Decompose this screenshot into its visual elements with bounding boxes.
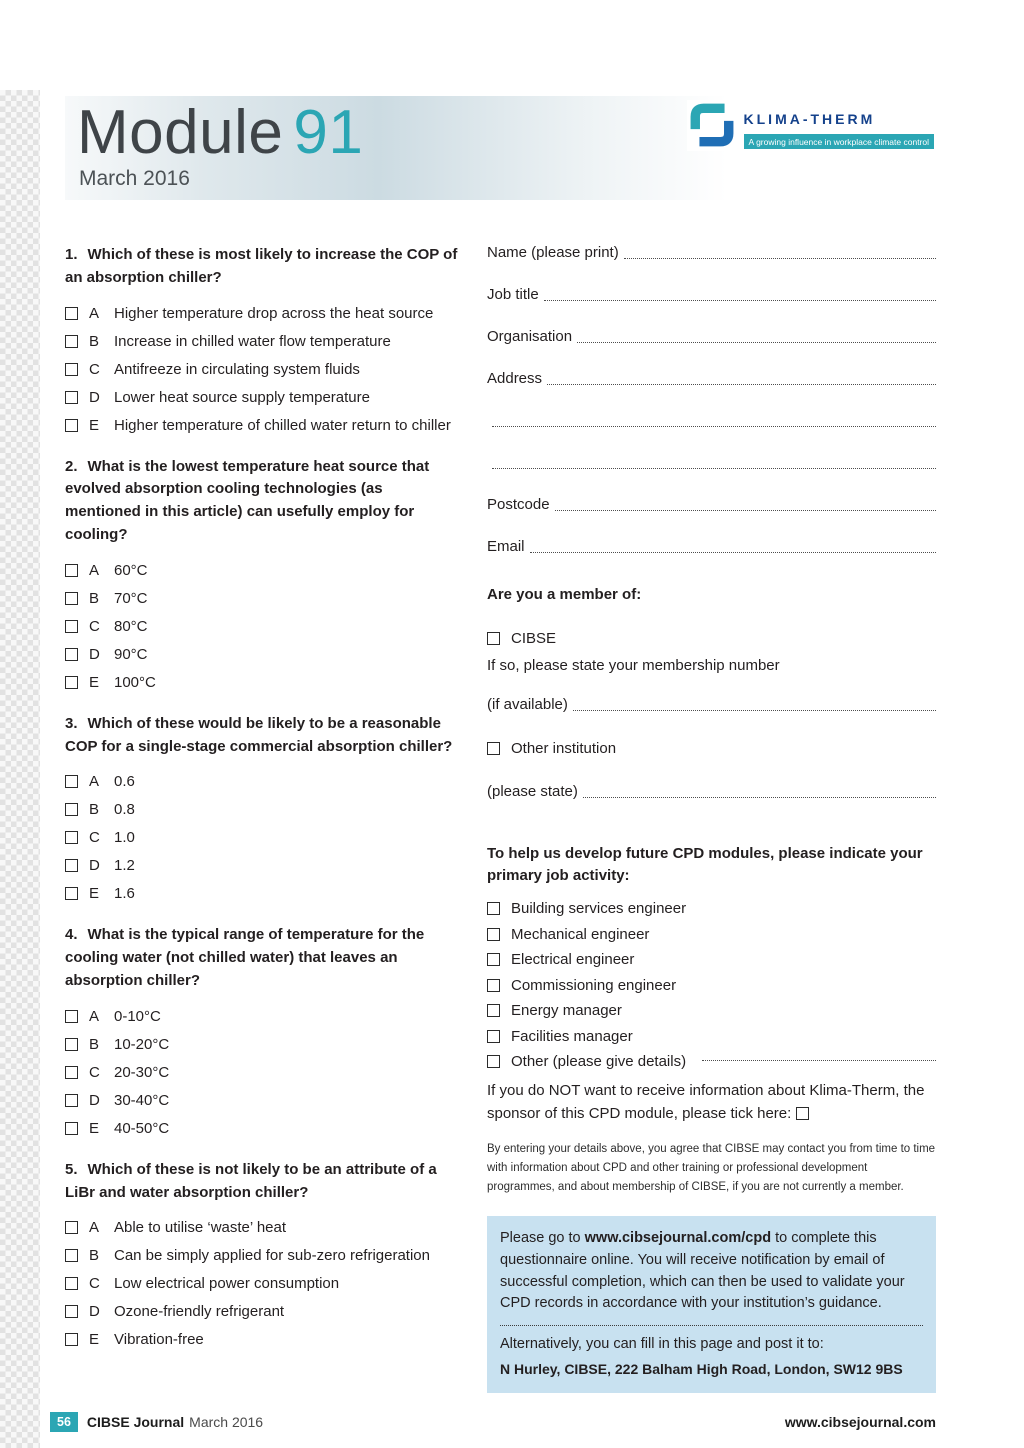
cibse-member-option [487,630,936,647]
option-letter: D [89,388,100,406]
activity-label: Energy manager [511,1002,622,1020]
page-number-badge: 56 [50,1412,78,1432]
option-text: 1.6 [114,885,135,903]
option-text: Antifreeze in circulating system fluids [114,360,360,378]
answer-checkbox[interactable] [65,1122,78,1135]
activity-label: Mechanical engineer [511,925,650,943]
activity-option [487,1002,936,1019]
option-text: 70°C [114,589,148,607]
option-letter: B [89,332,100,350]
activity-option [487,1028,936,1045]
option-text: Able to utilise ‘waste’ heat [114,1219,287,1237]
other-institution-option [487,740,936,757]
question-body: What is the typical range of temperature for the cooling water (not chilled water) that leaves an absorption chiller? [65,926,425,989]
module-date: March 2016 [79,167,190,190]
option-text: Ozone-friendly refrigerant [114,1303,285,1321]
activity-checkbox[interactable] [487,979,500,992]
option-letter: B [89,801,100,819]
other-activity-write-line[interactable] [702,1060,936,1061]
answer-option [65,1036,461,1053]
activity-label: Building services engineer [511,900,687,918]
dotted-divider [500,1325,923,1326]
activity-checkbox[interactable] [487,1055,500,1068]
option-letter: B [89,1247,100,1265]
module-number: 91 [293,98,364,167]
job-title-write-line[interactable] [544,300,936,301]
option-letter: A [89,773,100,791]
option-text: 1.0 [114,829,135,847]
answer-option [65,333,461,350]
answer-checkbox[interactable] [65,307,78,320]
answer-option [65,590,461,607]
option-text: Low electrical power consumption [114,1275,340,1293]
option-text: 0.6 [114,773,135,791]
brand-name: KLIMA-THERM [743,111,876,127]
option-text: 100°C [114,673,156,691]
answer-option [65,417,461,434]
option-letter: E [89,1119,100,1137]
answer-option [65,562,461,579]
page-content [65,96,936,1393]
option-letter: D [89,1091,100,1109]
postal-alternative-text: Alternatively, you can fill in this page and post it to: [500,1336,824,1353]
answer-option [65,1303,461,1320]
answer-option [65,1008,461,1025]
answer-checkbox[interactable] [65,1010,78,1023]
option-letter: C [89,617,100,635]
option-letter: E [89,885,100,903]
answer-checkbox[interactable] [65,831,78,844]
job-title-label: Job title [487,286,539,303]
option-letter: D [89,1303,100,1321]
option-text: 0.8 [114,801,135,819]
question-text [65,713,461,759]
question-text [65,1159,461,1205]
option-letter: A [89,561,100,579]
question-4 [65,924,461,1136]
question-body: Which of these is most likely to increase the COP of an absorption chiller? [65,246,458,286]
brand-tagline: A growing influence in workplace climate control [744,134,934,149]
option-letter: E [89,1331,100,1349]
name-label: Name (please print) [487,244,619,261]
question-1 [65,244,461,434]
questions-column [65,244,487,1393]
option-letter: D [89,645,100,663]
name-write-line[interactable] [624,258,936,259]
cibse-checkbox[interactable] [487,632,500,645]
question-body: Which of these would be likely to be a reasonable COP for a single-stage commercial absorption chiller? [65,714,453,755]
option-letter: C [89,360,100,378]
option-text: Higher temperature drop across the heat source [114,304,434,322]
journal-name: CIBSE Journal [86,1414,185,1430]
answer-checkbox[interactable] [65,335,78,348]
option-text: Can be simply applied for sub-zero refrigeration [114,1247,430,1265]
option-letter: D [89,857,100,875]
option-text: 20-30°C [114,1063,170,1081]
page-footer [50,1412,936,1432]
activity-option [487,900,936,917]
option-text: 60°C [114,561,148,579]
address-write-line[interactable] [547,384,936,385]
cpd-online-info-box [487,1216,936,1393]
answer-checkbox[interactable] [65,1094,78,1107]
address-write-line-3[interactable] [492,468,936,469]
answer-option [65,801,461,818]
question-number: 4. [65,926,78,944]
other-institution-checkbox[interactable] [487,742,500,755]
activity-option [487,977,936,994]
two-column-layout [65,244,936,1393]
answer-checkbox[interactable] [65,1066,78,1079]
postcode-field [487,496,936,514]
question-body: Which of these is not likely to be an attribute of a LiBr and water absorption chiller? [65,1160,437,1201]
other-institution-label: Other institution [511,739,617,757]
organisation-write-line[interactable] [577,342,936,343]
answer-checkbox[interactable] [65,419,78,432]
answer-checkbox[interactable] [65,1249,78,1262]
activity-checkbox[interactable] [487,953,500,966]
option-letter: E [89,673,100,691]
option-letter: A [89,1007,100,1025]
answer-checkbox[interactable] [65,1333,78,1346]
option-letter: E [89,416,100,434]
answer-option [65,674,461,691]
activity-checkbox[interactable] [487,902,500,915]
postal-address: N Hurley, CIBSE, 222 Balham High Road, London, SW12 9BS [500,1360,903,1377]
postcode-write-line[interactable] [555,510,936,511]
please-state-label: (please state) [487,782,578,800]
question-2 [65,456,461,691]
option-text: Lower heat source supply temperature [114,388,370,406]
option-letter: B [89,1035,100,1053]
option-letter: A [89,1219,100,1237]
answer-option [65,389,461,406]
activity-checkbox[interactable] [487,1004,500,1017]
activity-checkbox[interactable] [487,928,500,941]
answer-checkbox[interactable] [65,648,78,661]
other-institution-write-line[interactable] [583,797,936,798]
question-text [65,244,461,290]
option-letter: A [89,304,100,322]
answer-option [65,305,461,322]
email-write-line[interactable] [530,552,936,553]
question-number: 1. [65,246,78,263]
entry-form-column [487,244,936,1393]
option-text: Increase in chilled water flow temperature [114,332,391,350]
answer-checkbox[interactable] [65,1038,78,1051]
membership-number-write-line[interactable] [573,710,936,711]
option-text: 90°C [114,645,148,663]
member-heading: Are you a member of: [487,586,642,603]
activity-label: Electrical engineer [511,951,635,969]
membership-number-field [487,696,936,714]
address-write-line-2[interactable] [492,426,936,427]
question-number: 2. [65,457,78,475]
address-label: Address [487,370,543,387]
answer-option [65,1247,461,1264]
answer-option [65,1120,461,1137]
question-body: What is the lowest temperature heat source that evolved absorption cooling technologies (as mentioned in this article) can usefully employ for cooling? [65,457,430,543]
cpd-url: www.cibsejournal.com/cpd [584,1230,772,1247]
answer-option [65,829,461,846]
option-text: 0-10°C [114,1007,161,1025]
answer-option [65,1275,461,1292]
module-word: Module [77,98,284,167]
if-available-label: (if available) [487,695,568,713]
activity-checkbox[interactable] [487,1030,500,1043]
answer-checkbox[interactable] [65,1305,78,1318]
klima-therm-logo-icon [689,102,735,148]
name-field [487,244,936,262]
logo-text-block [744,102,934,149]
optout-text: If you do NOT want to receive information about Klima-Therm, the sponsor of this CPD module, please tick here: [487,1081,925,1122]
answer-option [65,885,461,902]
module-header-banner [65,96,936,200]
answer-checkbox[interactable] [65,391,78,404]
answer-option [65,1219,461,1236]
answer-option [65,1331,461,1348]
option-text: 30-40°C [114,1091,170,1109]
question-text [65,924,461,992]
answer-checkbox[interactable] [65,1277,78,1290]
klima-therm-logo [687,100,936,151]
other-institution-field [487,783,936,801]
option-letter: B [89,589,100,607]
job-activity-heading: To help us develop future CPD modules, please indicate your primary job activity: [487,844,923,884]
activity-option [487,951,936,968]
option-letter: C [89,829,100,847]
question-3 [65,713,461,903]
option-text: 10-20°C [114,1035,170,1053]
answer-checkbox[interactable] [65,620,78,633]
go-prefix: Please go to [500,1230,585,1247]
option-letter: C [89,1063,100,1081]
answer-checkbox[interactable] [65,363,78,376]
job-title-field [487,286,936,304]
address-field [487,370,936,388]
question-number: 5. [65,1160,78,1178]
answer-checkbox[interactable] [65,592,78,605]
question-text [65,456,461,547]
postcode-label: Postcode [487,496,550,513]
answer-checkbox[interactable] [65,676,78,689]
optout-note [487,1079,936,1126]
answer-checkbox[interactable] [65,775,78,788]
option-text: Higher temperature of chilled water return to chiller [114,416,451,434]
membership-number-note: If so, please state your membership number [487,656,780,674]
answer-option [65,361,461,378]
answer-option [65,773,461,790]
answer-checkbox[interactable] [65,803,78,816]
answer-checkbox[interactable] [65,859,78,872]
online-instructions [500,1228,923,1315]
cibse-label: CIBSE [511,629,557,647]
answer-option [65,1064,461,1081]
activity-label: Facilities manager [511,1027,633,1045]
journal-website: www.cibsejournal.com [784,1414,936,1430]
activity-option-other [487,1053,936,1070]
answer-option [65,618,461,635]
answer-checkbox[interactable] [65,887,78,900]
address-extra-field [487,412,936,430]
data-consent-smallprint: By entering your details above, you agree that CIBSE may contact you from time to time with information about CPD and other training or professional development programmes, and about membership of CIBSE, if you are not currently a member. [487,1143,936,1193]
answer-option [65,646,461,663]
option-text: Vibration-free [114,1331,204,1349]
activity-option [487,926,936,943]
option-letter: C [89,1275,100,1293]
question-number: 3. [65,714,78,732]
option-text: 40-50°C [114,1119,170,1137]
email-field [487,538,936,556]
answer-checkbox[interactable] [65,564,78,577]
answer-option [65,1092,461,1109]
option-text: 80°C [114,617,148,635]
question-5 [65,1159,461,1349]
organisation-field [487,328,936,346]
organisation-label: Organisation [487,328,573,345]
option-text: 1.2 [114,857,135,875]
answer-checkbox[interactable] [65,1221,78,1234]
address-extra-field [487,454,936,472]
journal-date: March 2016 [189,1414,264,1430]
optout-checkbox[interactable] [796,1107,809,1120]
email-label: Email [487,538,525,555]
decorative-edge-pattern [0,90,40,1448]
other-activity-label: Other (please give details) [511,1053,687,1071]
activity-label: Commissioning engineer [511,976,677,994]
go-suffix: to complete this questionnaire online. You will receive notification by email of successful completion, which can then be used to validate your CPD records in accordance with your institution’s guidance. [500,1230,905,1312]
answer-option [65,857,461,874]
